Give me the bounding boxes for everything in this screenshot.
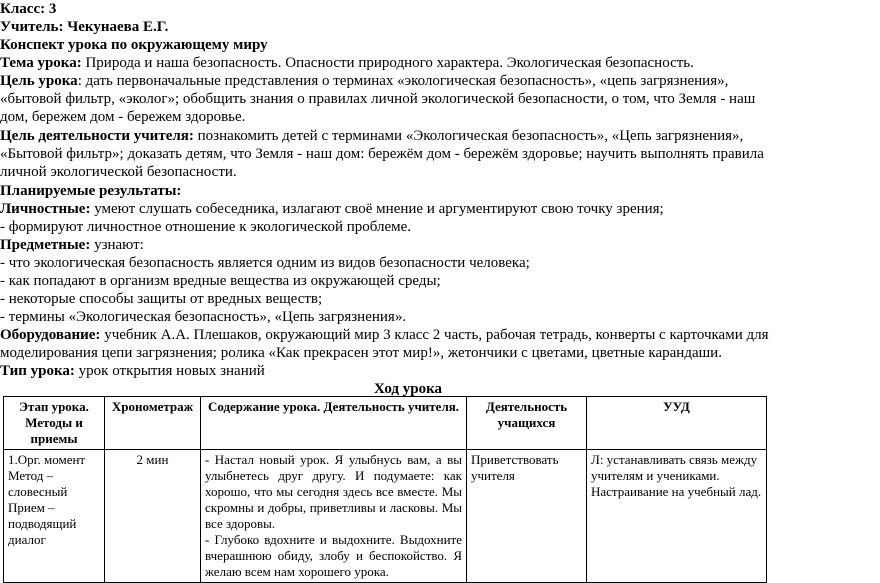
lesson-flow-title: Ход урока [373,381,443,397]
document-title: Конспект урока по окружающему миру [0,37,268,53]
subject-text: узнают: [90,237,144,253]
header-content: Содержание урока. Деятельность учителя. [201,397,467,450]
topic-text: Природа и наша безопасность. Опасности природного характера. Экологическая безопасность. [81,55,694,71]
goal-line-2: «бытовой фильтр, «эколог»; обобщить знания о правилах личной экологической безопасности, о том, что Земля - наш [0,91,756,107]
equipment-line-1 [0,326,880,344]
personal-results-line [0,200,880,218]
class-line: Класс: 3 [0,1,57,17]
content-paragraph-1: - Настал новый урок. Я улыбнусь вам, а вы улыбнетесь друг другу. И подумаете: как хорошо, что мы сегодня здесь все вместе. Мы скромны и добры, приветливы и ласковы. Мы все здоровы. [205,452,462,531]
teacher-goal-line-2: «Бытовой фильтр»; доказать детям, что Земля - наш дом: бережём дом - бережём здоровье; научить выполнять правила [0,146,764,162]
header-students: Деятельность учащихся [467,397,587,450]
goal-text-1: : дать первоначальные представления о терминах «экологическая безопасность», «цепь загрязнения», [77,73,729,89]
personal-text: умеют слушать собеседника, излагают своё мнение и аргументируют свою точку зрения; [90,201,664,217]
header-timing: Хронометраж [105,397,201,450]
content-paragraph-2: - Глубоко вдохните и выдохните. Выдохните вчерашнюю обиду, злобу и беспокойство. Я желаю всем нам хорошего урока. [205,532,462,579]
timing-cell: 2 мин [105,450,201,583]
header-uud: УУД [587,397,767,450]
uud-cell: Л: устанавливать связь между учителям и учениками. Настраивание на учебный лад. [587,450,767,583]
subject-label: Предметные: [0,237,91,253]
stage-line: Прием – [8,500,55,515]
results-heading: Планируемые результаты: [0,183,182,199]
stage-line: подводящий [8,516,77,531]
subject-item-4: - термины «Экологическая безопасность», «Цепь загрязнения». [0,309,407,325]
personal-label: Личностные: [0,201,91,217]
topic-line [0,54,880,72]
teacher-goal-text-1: познакомить детей с терминами «Экологическая безопасность», «Цепь загрязнения», [193,128,744,144]
subject-item-3: - некоторые способы защиты от вредных веществ; [0,291,323,307]
topic-label: Тема урока: [0,55,82,71]
goal-label: Цель урока [0,73,78,89]
stage-line: 1.Орг. момент [8,452,86,467]
stage-line: диалог [8,532,46,547]
equipment-label: Оборудование: [0,327,101,343]
goal-line-1 [0,72,880,90]
table-row [4,450,767,583]
teacher-goal-line-3: личной экологической безопасности. [0,164,237,180]
subject-results-line [0,236,880,254]
equipment-text-1: учебник А.А. Плешаков, окружающий мир 3 класс 2 часть, рабочая тетрадь, конверты с карточками для [100,327,769,343]
stage-line: словесный [8,484,68,499]
teacher-line: Учитель: Чекунаева Е.Г. [0,19,169,35]
lesson-table [3,396,767,583]
lesson-type-line [0,362,880,380]
stage-cell [4,450,105,583]
teacher-goal-line-1 [0,127,880,145]
subject-item-1: - что экологическая безопасность является одним из видов безопасности человека; [0,255,530,271]
stage-line: Метод – [8,468,54,483]
content-cell [201,450,467,583]
header-stage: Этап урока. Методы и приемы [4,397,105,450]
students-cell: Приветствовать учителя [467,450,587,583]
subject-item-2: - как попадают в организм вредные вещества из окружающей среды; [0,273,441,289]
table-header-row [4,397,767,450]
equipment-line-2: моделирования цепи загрязнения; ролика «Как прекрасен этот мир!», жетончики с цветами, цветные карандаши. [0,345,722,361]
lesson-type-text: урок открытия новых знаний [74,363,265,379]
personal-results-line-2: - формируют личностное отношение к экологической проблеме. [0,219,412,235]
lesson-type-label: Тип урока: [0,363,75,379]
goal-line-3: дом, бережем дом - бережем здоровье. [0,109,246,125]
teacher-goal-label: Цель деятельности учителя: [0,128,194,144]
